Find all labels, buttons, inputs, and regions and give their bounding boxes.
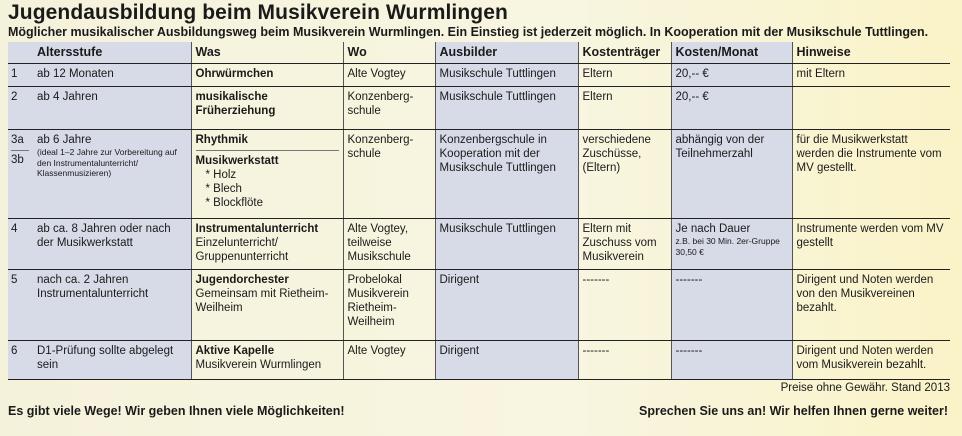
row-payer: ------- (578, 270, 671, 341)
instrument-item: * Blockflöte (205, 197, 264, 210)
table-row (8, 64, 950, 87)
row-cost: 20,-- € (671, 64, 792, 87)
page-subtitle: Möglicher musikalischer Ausbildungsweg beim Musikverein Wurmlingen. Ein Einstieg ist jederzeit möglich. In Kooperation mit der Musikschule Tuttlingen. (8, 25, 929, 39)
education-table (8, 42, 950, 380)
page-title: Jugendausbildung beim Musikverein Wurmlingen (8, 1, 508, 24)
row-num: 2 (8, 87, 33, 130)
row-cost: Je nach Dauer (675, 223, 751, 235)
row-age: ab 6 Jahre (37, 134, 92, 146)
row-where: Alte Vogtey, teilweise Musikschule (343, 219, 435, 270)
header-age: Altersstufe (33, 42, 191, 64)
header-what: Was (191, 42, 343, 64)
row-what-title: Ohrwürmchen (191, 64, 343, 87)
row-trainer: Konzenbergschule in Kooperation mit der Musikschule Tuttlingen (435, 130, 578, 219)
row-where: Konzenberg-schule (343, 130, 435, 219)
row-age: nach ca. 2 Jahren Instrumentalunterricht (33, 270, 191, 341)
row-trainer: Musikschule Tuttlingen (435, 87, 578, 130)
table-header-row (8, 42, 950, 64)
row-what-cell (191, 341, 343, 380)
row-what-title: Aktive Kapelle (195, 345, 275, 357)
header-where: Wo (343, 42, 435, 64)
row-payer: Eltern (578, 64, 671, 87)
row-note (792, 87, 950, 130)
row-trainer: Dirigent (435, 270, 578, 341)
table-row (8, 219, 950, 270)
row-cost: 20,-- € (671, 87, 792, 130)
row-where: Konzenberg-schule (343, 87, 435, 130)
row-where: Probelokal Musikverein Rietheim-Weilheim (343, 270, 435, 341)
table-row (8, 341, 950, 380)
row-note: Dirigent und Noten werden von den Musikvereinen bezahlt. (792, 270, 950, 341)
header-payer: Kostenträger (578, 42, 671, 64)
row-what-cell (191, 219, 343, 270)
row-age-detail: (ideal 1–2 Jahre zur Vorbereitung auf den Instrumentalunterricht/ Klassenmusizieren) (37, 147, 177, 179)
row-cost: ------- (671, 341, 792, 380)
row-payer: Eltern mit Zuschuss vom Musikverein (578, 219, 671, 270)
row-num: 1 (8, 64, 33, 87)
row-cost: ------- (671, 270, 792, 341)
row-age: ab 12 Monaten (33, 64, 191, 87)
row-num: 5 (8, 270, 33, 341)
row-note: Instrumente werden vom MV gestellt (792, 219, 950, 270)
price-disclaimer: Preise ohne Gewähr. Stand 2013 (780, 382, 950, 394)
row-what-sub: Gemeinsam mit Rietheim-Weilheim (195, 288, 329, 315)
row-age: ab 4 Jahren (33, 87, 191, 130)
row-age: D1-Prüfung sollte abgelegt sein (33, 341, 191, 380)
instrument-item: * Holz (205, 169, 237, 182)
row-trainer: Dirigent (435, 341, 578, 380)
row-num-b: 3b (11, 150, 29, 167)
header-num (8, 42, 33, 64)
row-where: Alte Vogtey (343, 64, 435, 87)
row-num: 3a (11, 134, 24, 146)
row-what-title: musikalische Früherziehung (191, 87, 343, 130)
row-num: 4 (8, 219, 33, 270)
row-note: Dirigent und Noten werden vom Musikverein bezahlt. (792, 341, 950, 380)
row-what-cell (191, 270, 343, 341)
row-what-title: Rhythmik (195, 134, 248, 146)
row-payer: ------- (578, 341, 671, 380)
row-note: für die Musikwerkstatt werden die Instrumente vom MV gestellt. (792, 130, 950, 219)
table-row (8, 87, 950, 130)
row-payer: verschiedene Zuschüsse, (Eltern) (578, 130, 671, 219)
instrument-item: * Blech (205, 183, 242, 196)
row-trainer: Musikschule Tuttlingen (435, 64, 578, 87)
row-what-title-b: Musikwerkstatt (196, 150, 339, 168)
row-what-title: Jugendorchester (195, 274, 289, 286)
row-what-title: Instrumentalunterricht (195, 223, 319, 235)
row-note: mit Eltern (792, 64, 950, 87)
row-what-cell (191, 130, 343, 219)
row-trainer: Musikschule Tuttlingen (435, 219, 578, 270)
header-cost: Kosten/Monat (671, 42, 792, 64)
row-where: Alte Vogtey (343, 341, 435, 380)
row-age-cell (33, 130, 191, 219)
row-payer: Eltern (578, 87, 671, 130)
row-cost-detail: z.B. bei 30 Min. 2er-Gruppe 30,50 € (675, 236, 780, 257)
row-what-sub: Einzelunterricht/ Gruppenunterricht (195, 237, 289, 264)
header-note: Hinweise (792, 42, 950, 64)
row-cost: abhängig von der Teilnehmerzahl (671, 130, 792, 219)
header-trainer: Ausbilder (435, 42, 578, 64)
row-num: 6 (8, 341, 33, 380)
table-row (8, 270, 950, 341)
footer-slogan-right: Sprechen Sie uns an! Wir helfen Ihnen gerne weiter! (639, 404, 948, 418)
row-num-cell (8, 130, 33, 219)
row-age: ab ca. 8 Jahren oder nach der Musikwerkstatt (33, 219, 191, 270)
table-row (8, 130, 950, 219)
footer-slogan-left: Es gibt viele Wege! Wir geben Ihnen viele Möglichkeiten! (8, 404, 345, 418)
row-cost-cell (671, 219, 792, 270)
row-what-sub: Musikverein Wurmlingen (195, 359, 322, 372)
